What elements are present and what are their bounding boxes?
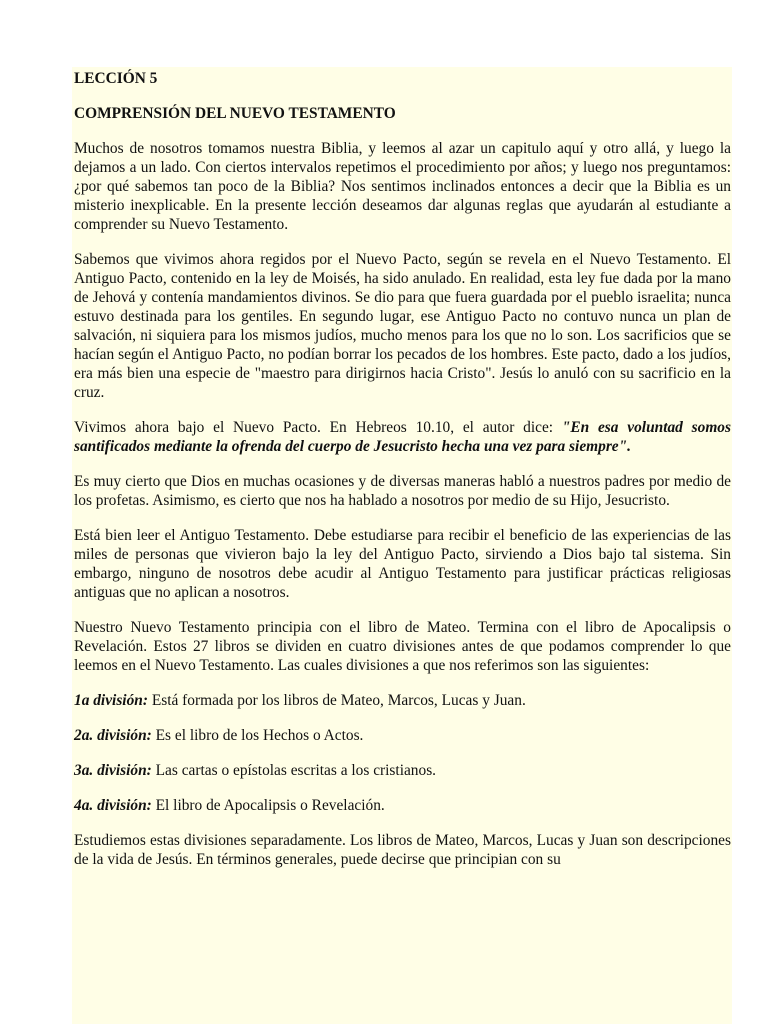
lesson-title: COMPRENSIÓN DEL NUEVO TESTAMENTO — [74, 105, 396, 122]
divisions-list — [74, 691, 731, 815]
division-item — [74, 726, 731, 745]
division-label: 2a. división: — [74, 727, 152, 744]
paragraph-7: Estudiemos estas divisiones separadamente. Los libros de Mateo, Marcos, Lucas y Juan son descripciones de la vida de Jesús. En términos generales, puede decirse que principian con su — [74, 832, 731, 868]
division-text: El libro de Apocalipsis o Revelación. — [151, 797, 385, 814]
paragraph-5: Está bien leer el Antiguo Testamento. Debe estudiarse para recibir el beneficio de las experiencias de las miles de personas que vivieron bajo la ley del Antiguo Pacto, sirviendo a Dios bajo tal sistema. Sin embargo, ninguno de nosotros debe acudir al Antiguo Testamento para justificar prácticas religiosas antiguas que no aplican a nosotros. — [74, 527, 731, 601]
paragraph-3-lead: Vivimos ahora bajo el Nuevo Pacto. En Hebreos 10.10, el autor dice: — [74, 419, 562, 436]
division-label: 3a. división: — [74, 762, 152, 779]
lesson-label: LECCIÓN 5 — [74, 70, 158, 87]
division-label: 4a. división: — [74, 797, 152, 814]
scripture-quote: "En esa voluntad somos santificados mediante la ofrenda del cuerpo de Jesucristo hecha una vez para siempre". — [74, 419, 731, 455]
division-item — [74, 691, 731, 710]
division-item — [74, 796, 731, 815]
paragraph-3 — [74, 418, 731, 456]
paragraph-4: Es muy cierto que Dios en muchas ocasiones y de diversas maneras habló a nuestros padres por medio de los profetas. Asimismo, es cierto que nos ha hablado a nosotros por medio de su Hijo, Jesucristo. — [74, 473, 731, 509]
paragraph-2: Sabemos que vivimos ahora regidos por el Nuevo Pacto, según se revela en el Nuevo Testamento. El Antiguo Pacto, contenido en la ley de Moisés, ha sido anulado. En realidad, esta ley fue dada por la mano de Jehová y contenía mandamientos divinos. Se dio para que fuera guardada por el pueblo israelita; nunca estuvo destinada para los gentiles. En segundo lugar, ese Antiguo Pacto no contuvo nunca un plan de salvación, ni siquiera para los mismos judíos, mucho menos para los que no lo son. Los sacrificios que se hacían según el Antiguo Pacto, no podían borrar los pecados de los hombres. Este pacto, dado a los judíos, era más bien una especie de "maestro para dirigirnos hacia Cristo". Jesús lo anuló con su sacrificio en la cruz. — [74, 251, 731, 401]
document-page — [72, 67, 732, 1024]
division-text: Está formada por los libros de Mateo, Marcos, Lucas y Juan. — [147, 692, 526, 709]
paragraph-1: Muchos de nosotros tomamos nuestra Biblia, y leemos al azar un capitulo aquí y otro allá, y luego la dejamos a un lado. Con ciertos intervalos repetimos el procedimiento por años; y luego nos preguntamos: ¿por qué sabemos tan poco de la Biblia? Nos sentimos inclinados entonces a decir que la Biblia es un misterio inexplicable. En la presente lección deseamos dar algunas reglas que ayudarán al estudiante a comprender su Nuevo Testamento. — [74, 140, 731, 233]
division-item — [74, 761, 731, 780]
division-text: Es el libro de los Hechos o Actos. — [151, 727, 364, 744]
division-text: Las cartas o epístolas escritas a los cristianos. — [151, 762, 437, 779]
division-label: 1a división: — [74, 692, 148, 709]
paragraph-6: Nuestro Nuevo Testamento principia con el libro de Mateo. Termina con el libro de Apocalipsis o Revelación. Estos 27 libros se dividen en cuatro divisiones antes de que podamos comprender lo que leemos en el Nuevo Testamento. Las cuales divisiones a que nos referimos son las siguientes: — [74, 619, 731, 674]
document-content — [72, 67, 732, 869]
